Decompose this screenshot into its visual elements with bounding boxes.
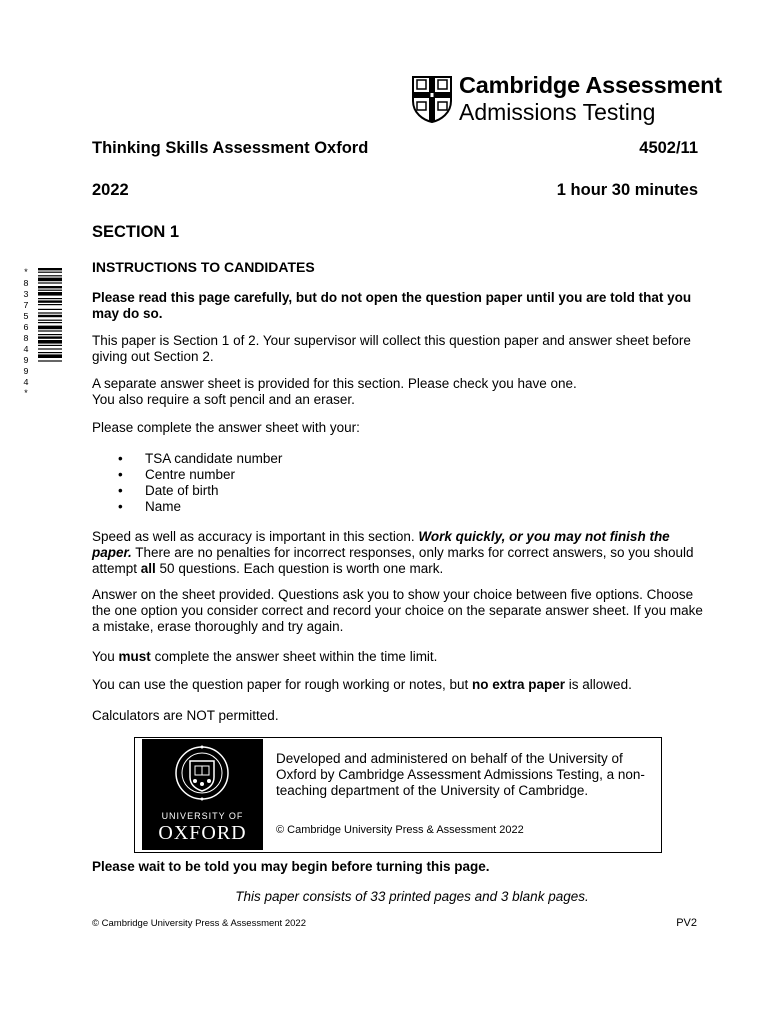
- barcode-bar: [38, 292, 62, 296]
- year-row: [92, 181, 698, 203]
- oxford-box-text: Developed and administered on behalf of the University of Oxford by Cambridge Assessment Admissions Testing, a non-teaching department of the University of Cambridge.: [276, 751, 645, 798]
- barcode-bar: [38, 282, 62, 283]
- barcode-digits: [22, 268, 36, 410]
- emphasis-text: all: [140, 561, 156, 576]
- cambridge-shield-icon: [411, 75, 453, 123]
- barcode-digit: 6: [23, 323, 29, 333]
- barcode-bar: [38, 268, 62, 270]
- logo-line-1: Cambridge Assessment: [459, 72, 722, 98]
- barcode-digit: *: [23, 389, 29, 399]
- emphasis-text: Work quickly, or you may not finish the paper.: [92, 529, 670, 560]
- barcode-bar: [38, 320, 62, 321]
- barcode-digit: 3: [23, 290, 29, 300]
- list-item: • Centre number: [118, 467, 282, 483]
- barcode-digit: 8: [23, 334, 29, 344]
- emphasis-text: must: [118, 649, 151, 664]
- barcode-bar: [38, 345, 62, 346]
- answer-sheet-paragraph: [92, 376, 707, 408]
- oxford-logo: [142, 739, 263, 850]
- text-run: You: [92, 649, 119, 664]
- list-item: • Date of birth: [118, 483, 282, 499]
- instructions-heading: INSTRUCTIONS TO CANDIDATES: [92, 259, 315, 275]
- barcode-digit: 8: [23, 279, 29, 289]
- list-item: • Name: [118, 499, 282, 515]
- text-run: is allowed.: [565, 677, 632, 692]
- barcode-bar: [38, 278, 62, 282]
- speed-paragraph: [92, 529, 707, 577]
- section-heading: SECTION 1: [92, 223, 180, 241]
- oxford-wordmark: OXFORD: [158, 822, 247, 844]
- emphasis-text: no extra paper: [472, 677, 566, 692]
- text-run: 50 questions. Each question is worth one mark.: [155, 561, 444, 576]
- barcode-bar: [38, 298, 62, 299]
- university-of-label: UNIVERSITY OF: [161, 811, 244, 821]
- read-carefully-notice: Please read this page carefully, but do not open the question paper until you are told that you may do so.: [92, 290, 692, 321]
- complete-sheet-paragraph: Please complete the answer sheet with your:: [92, 420, 360, 435]
- page-count-notice: This paper consists of 33 printed pages and 3 blank pages.: [235, 889, 589, 904]
- barcode-bar: [38, 348, 62, 349]
- barcode-bar: [38, 300, 62, 302]
- barcode-bar: [38, 326, 62, 330]
- exam-title: Thinking Skills Assessment Oxford: [92, 139, 369, 157]
- barcode-bar: [38, 309, 62, 310]
- wait-notice: Please wait to be told you may begin before turning this page.: [92, 859, 490, 874]
- barcode-digit: 5: [23, 312, 29, 322]
- oxford-box-copyright: © Cambridge University Press & Assessment 2022: [276, 824, 524, 836]
- barcode-bar: [38, 330, 62, 331]
- answer-instructions-paragraph: Answer on the sheet provided. Questions ask you to show your choice between five options. Choose the one option you consider correct and record your choice on the separate answer sheet. If you make a mistake, erase thoroughly and try again.: [92, 587, 703, 634]
- section-info-paragraph: This paper is Section 1 of 2. Your supervisor will collect this question paper and answer sheet before giving out Section 2.: [92, 333, 691, 364]
- logo-line-2: Admissions Testing: [459, 99, 656, 125]
- title-row: [92, 139, 698, 161]
- barcode-bar: [38, 340, 62, 344]
- footer-code: PV2: [676, 917, 697, 929]
- barcode-bar: [38, 275, 62, 276]
- oxford-crest-icon: [142, 739, 263, 809]
- barcode-bar: [38, 334, 62, 335]
- exam-code: 4502/11: [639, 139, 698, 157]
- barcode-digit: 4: [23, 345, 29, 355]
- rough-work-paragraph: [92, 677, 707, 693]
- barcode-bar: [38, 272, 62, 273]
- barcode-bar: [38, 290, 62, 291]
- barcode-bar: [38, 322, 62, 323]
- barcode-bars: [38, 268, 62, 410]
- barcode-bar: [38, 315, 62, 317]
- barcode-digit: 9: [23, 367, 29, 377]
- required-details-list: [118, 451, 282, 515]
- barcode-bar: [38, 360, 62, 361]
- barcode-digit: *: [23, 268, 29, 278]
- barcode-digit: 7: [23, 301, 29, 311]
- exam-duration: 1 hour 30 minutes: [556, 181, 698, 199]
- barcode-bar: [38, 336, 62, 338]
- cambridge-assessment-logo: [411, 72, 722, 126]
- answer-sheet-line-2: You also require a soft pencil and an eraser.: [92, 392, 355, 407]
- time-limit-paragraph: [92, 649, 707, 665]
- barcode-bar: [38, 304, 62, 305]
- footer-copyright: © Cambridge University Press & Assessment 2022: [92, 918, 306, 929]
- oxford-info-box: [134, 737, 662, 853]
- exam-year: 2022: [92, 181, 129, 199]
- barcode-digit: 9: [23, 356, 29, 366]
- barcode-bar: [38, 312, 62, 313]
- answer-sheet-line-1: A separate answer sheet is provided for this section. Please check you have one.: [92, 376, 577, 391]
- barcode-digit: 4: [23, 378, 29, 388]
- barcode-bar: [38, 286, 62, 288]
- text-run: There are no penalties for incorrect responses, only marks for correct answers, so you should attempt: [92, 545, 694, 576]
- text-run: complete the answer sheet within the time limit.: [150, 649, 438, 664]
- barcode-bar: [38, 354, 62, 358]
- text-run: You can use the question paper for rough working or notes, but: [92, 677, 473, 692]
- list-item: • TSA candidate number: [118, 451, 282, 467]
- calculator-notice: Calculators are NOT permitted.: [92, 708, 279, 723]
- text-run: Speed as well as accuracy is important in this section.: [92, 529, 419, 544]
- barcode-bar: [38, 352, 62, 353]
